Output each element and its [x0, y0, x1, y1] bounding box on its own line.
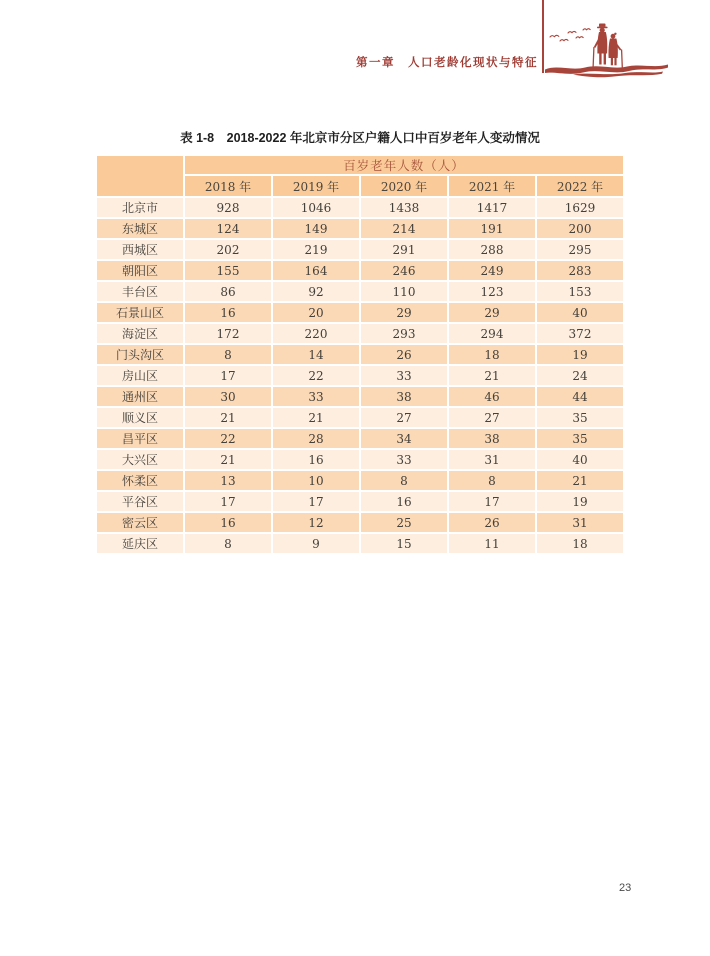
man-figure-icon: [594, 24, 608, 65]
table-group-header: 百岁老年人数（人）: [185, 156, 623, 174]
district-cell: 海淀区: [97, 324, 183, 343]
table-row: [97, 303, 623, 322]
table-row: [97, 492, 623, 511]
table-row: [97, 471, 623, 490]
value-cell: 191: [449, 219, 535, 238]
value-cell: 33: [273, 387, 359, 406]
value-cell: 44: [537, 387, 623, 406]
value-cell: 294: [449, 324, 535, 343]
value-cell: 35: [537, 408, 623, 427]
district-cell: 门头沟区: [97, 345, 183, 364]
district-cell: 东城区: [97, 219, 183, 238]
value-cell: 17: [449, 492, 535, 511]
value-cell: 214: [361, 219, 447, 238]
value-cell: 372: [537, 324, 623, 343]
column-header-2021: 2021 年: [449, 176, 535, 196]
value-cell: 30: [185, 387, 271, 406]
district-cell: 密云区: [97, 513, 183, 532]
centenarian-table: [95, 154, 625, 555]
value-cell: 18: [449, 345, 535, 364]
value-cell: 1629: [537, 198, 623, 217]
value-cell: 46: [449, 387, 535, 406]
ground-wave-icon: [545, 65, 668, 78]
value-cell: 35: [537, 429, 623, 448]
main-content: [95, 130, 625, 555]
value-cell: 9: [273, 534, 359, 553]
value-cell: 27: [449, 408, 535, 427]
value-cell: 1417: [449, 198, 535, 217]
value-cell: 17: [185, 366, 271, 385]
value-cell: 33: [361, 450, 447, 469]
value-cell: 40: [537, 303, 623, 322]
value-cell: 21: [449, 366, 535, 385]
value-cell: 21: [537, 471, 623, 490]
value-cell: 246: [361, 261, 447, 280]
value-cell: 26: [449, 513, 535, 532]
value-cell: 27: [361, 408, 447, 427]
value-cell: 26: [361, 345, 447, 364]
woman-figure-icon: [608, 33, 621, 66]
value-cell: 21: [273, 408, 359, 427]
value-cell: 21: [185, 408, 271, 427]
table-row: [97, 450, 623, 469]
district-cell: 大兴区: [97, 450, 183, 469]
value-cell: 86: [185, 282, 271, 301]
value-cell: 8: [449, 471, 535, 490]
table-body: [97, 198, 623, 553]
value-cell: 123: [449, 282, 535, 301]
column-header-2022: 2022 年: [537, 176, 623, 196]
value-cell: 16: [361, 492, 447, 511]
table-row: [97, 219, 623, 238]
value-cell: 8: [185, 345, 271, 364]
value-cell: 10: [273, 471, 359, 490]
value-cell: 220: [273, 324, 359, 343]
value-cell: 249: [449, 261, 535, 280]
value-cell: 34: [361, 429, 447, 448]
corner-cell: [97, 156, 183, 196]
value-cell: 40: [537, 450, 623, 469]
column-header-2020: 2020 年: [361, 176, 447, 196]
value-cell: 110: [361, 282, 447, 301]
district-cell: 延庆区: [97, 534, 183, 553]
district-cell: 丰台区: [97, 282, 183, 301]
value-cell: 155: [185, 261, 271, 280]
value-cell: 172: [185, 324, 271, 343]
chapter-header-label: 第一章 人口老龄化现状与特征: [356, 55, 538, 69]
district-cell: 西城区: [97, 240, 183, 259]
value-cell: 200: [537, 219, 623, 238]
district-cell: 通州区: [97, 387, 183, 406]
value-cell: 18: [537, 534, 623, 553]
value-cell: 164: [273, 261, 359, 280]
table-row: [97, 429, 623, 448]
value-cell: 13: [185, 471, 271, 490]
district-cell: 顺义区: [97, 408, 183, 427]
table-title: 表 1-8 2018-2022 年北京市分区户籍人口中百岁老年人变动情况: [180, 131, 540, 145]
table-row: [97, 324, 623, 343]
value-cell: 16: [273, 450, 359, 469]
district-cell: 朝阳区: [97, 261, 183, 280]
value-cell: 29: [449, 303, 535, 322]
value-cell: 19: [537, 492, 623, 511]
value-cell: 38: [361, 387, 447, 406]
value-cell: 293: [361, 324, 447, 343]
value-cell: 20: [273, 303, 359, 322]
value-cell: 92: [273, 282, 359, 301]
value-cell: 38: [449, 429, 535, 448]
value-cell: 17: [185, 492, 271, 511]
table-row: [97, 513, 623, 532]
district-cell: 怀柔区: [97, 471, 183, 490]
column-header-2018: 2018 年: [185, 176, 271, 196]
header-divider-line: [542, 0, 544, 73]
table-row: [97, 408, 623, 427]
group-header-row: [97, 156, 623, 174]
value-cell: 29: [361, 303, 447, 322]
value-cell: 219: [273, 240, 359, 259]
value-cell: 8: [361, 471, 447, 490]
column-header-2019: 2019 年: [273, 176, 359, 196]
value-cell: 16: [185, 303, 271, 322]
value-cell: 11: [449, 534, 535, 553]
table-row: [97, 240, 623, 259]
value-cell: 1438: [361, 198, 447, 217]
district-cell: 北京市: [97, 198, 183, 217]
table-row: [97, 198, 623, 217]
value-cell: 12: [273, 513, 359, 532]
elderly-couple-illustration: [545, 20, 668, 78]
value-cell: 22: [185, 429, 271, 448]
value-cell: 928: [185, 198, 271, 217]
district-cell: 房山区: [97, 366, 183, 385]
birds-icon: [550, 29, 590, 41]
value-cell: 1046: [273, 198, 359, 217]
value-cell: 28: [273, 429, 359, 448]
table-row: [97, 387, 623, 406]
value-cell: 19: [537, 345, 623, 364]
value-cell: 14: [273, 345, 359, 364]
value-cell: 153: [537, 282, 623, 301]
value-cell: 202: [185, 240, 271, 259]
value-cell: 31: [537, 513, 623, 532]
value-cell: 22: [273, 366, 359, 385]
value-cell: 295: [537, 240, 623, 259]
value-cell: 283: [537, 261, 623, 280]
value-cell: 149: [273, 219, 359, 238]
value-cell: 124: [185, 219, 271, 238]
value-cell: 288: [449, 240, 535, 259]
table-row: [97, 282, 623, 301]
district-cell: 昌平区: [97, 429, 183, 448]
value-cell: 21: [185, 450, 271, 469]
page-number: 23: [619, 882, 632, 894]
value-cell: 31: [449, 450, 535, 469]
table-row: [97, 261, 623, 280]
value-cell: 8: [185, 534, 271, 553]
value-cell: 25: [361, 513, 447, 532]
district-cell: 石景山区: [97, 303, 183, 322]
value-cell: 17: [273, 492, 359, 511]
district-cell: 平谷区: [97, 492, 183, 511]
table-row: [97, 534, 623, 553]
table-row: [97, 345, 623, 364]
value-cell: 33: [361, 366, 447, 385]
table-row: [97, 366, 623, 385]
value-cell: 291: [361, 240, 447, 259]
value-cell: 16: [185, 513, 271, 532]
value-cell: 24: [537, 366, 623, 385]
value-cell: 15: [361, 534, 447, 553]
